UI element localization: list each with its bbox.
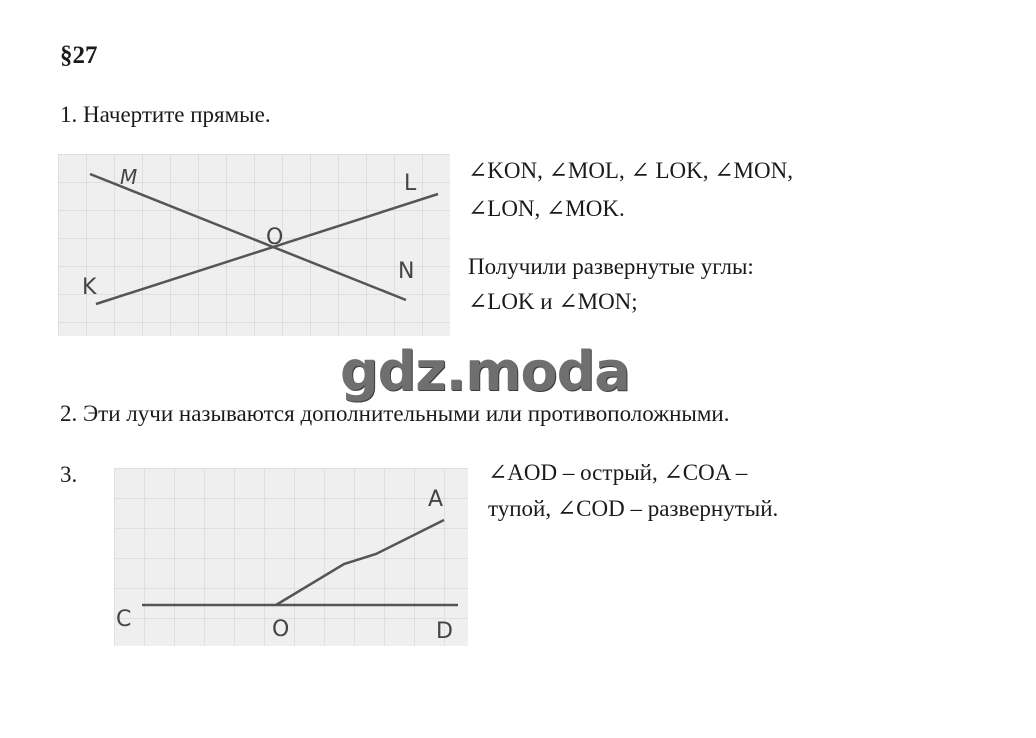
label-k: K <box>82 275 97 300</box>
exercise-3-figure <box>114 468 468 646</box>
label-c: C <box>116 607 132 632</box>
exercise-1-figure <box>58 154 450 336</box>
exercise-1-angles-line-2: ∠LON, ∠MOK. <box>468 196 625 221</box>
exercise-3-number: 3. <box>60 462 78 487</box>
exercise-1-prompt: 1. Начертите прямые. <box>60 102 271 127</box>
label-d: D <box>436 619 453 644</box>
exercise-2-text: 2. Эти лучи называются дополнительными или противоположными. <box>60 401 730 426</box>
label-l: L <box>404 171 417 196</box>
exercise-1-angles-line-1: ∠KON, ∠MOL, ∠ LOK, ∠MON, <box>468 158 793 183</box>
exercise-1-result-line-1: Получили развернутые углы: <box>468 254 754 279</box>
exercise-3-answer-line-2: тупой, ∠COD – развернутый. <box>488 496 779 521</box>
watermark-logo: gdz.moda <box>340 340 630 403</box>
label-m: M <box>120 165 138 189</box>
exercise-1-result-line-2: ∠LOK и ∠MON; <box>468 289 638 314</box>
label-o: O <box>272 617 290 642</box>
section-title: §27 <box>60 42 98 69</box>
label-o: O <box>266 225 284 250</box>
exercise-3-answer-line-1: ∠AOD – острый, ∠COA – <box>488 460 748 485</box>
label-a: A <box>428 487 444 512</box>
label-n: N <box>398 259 415 284</box>
